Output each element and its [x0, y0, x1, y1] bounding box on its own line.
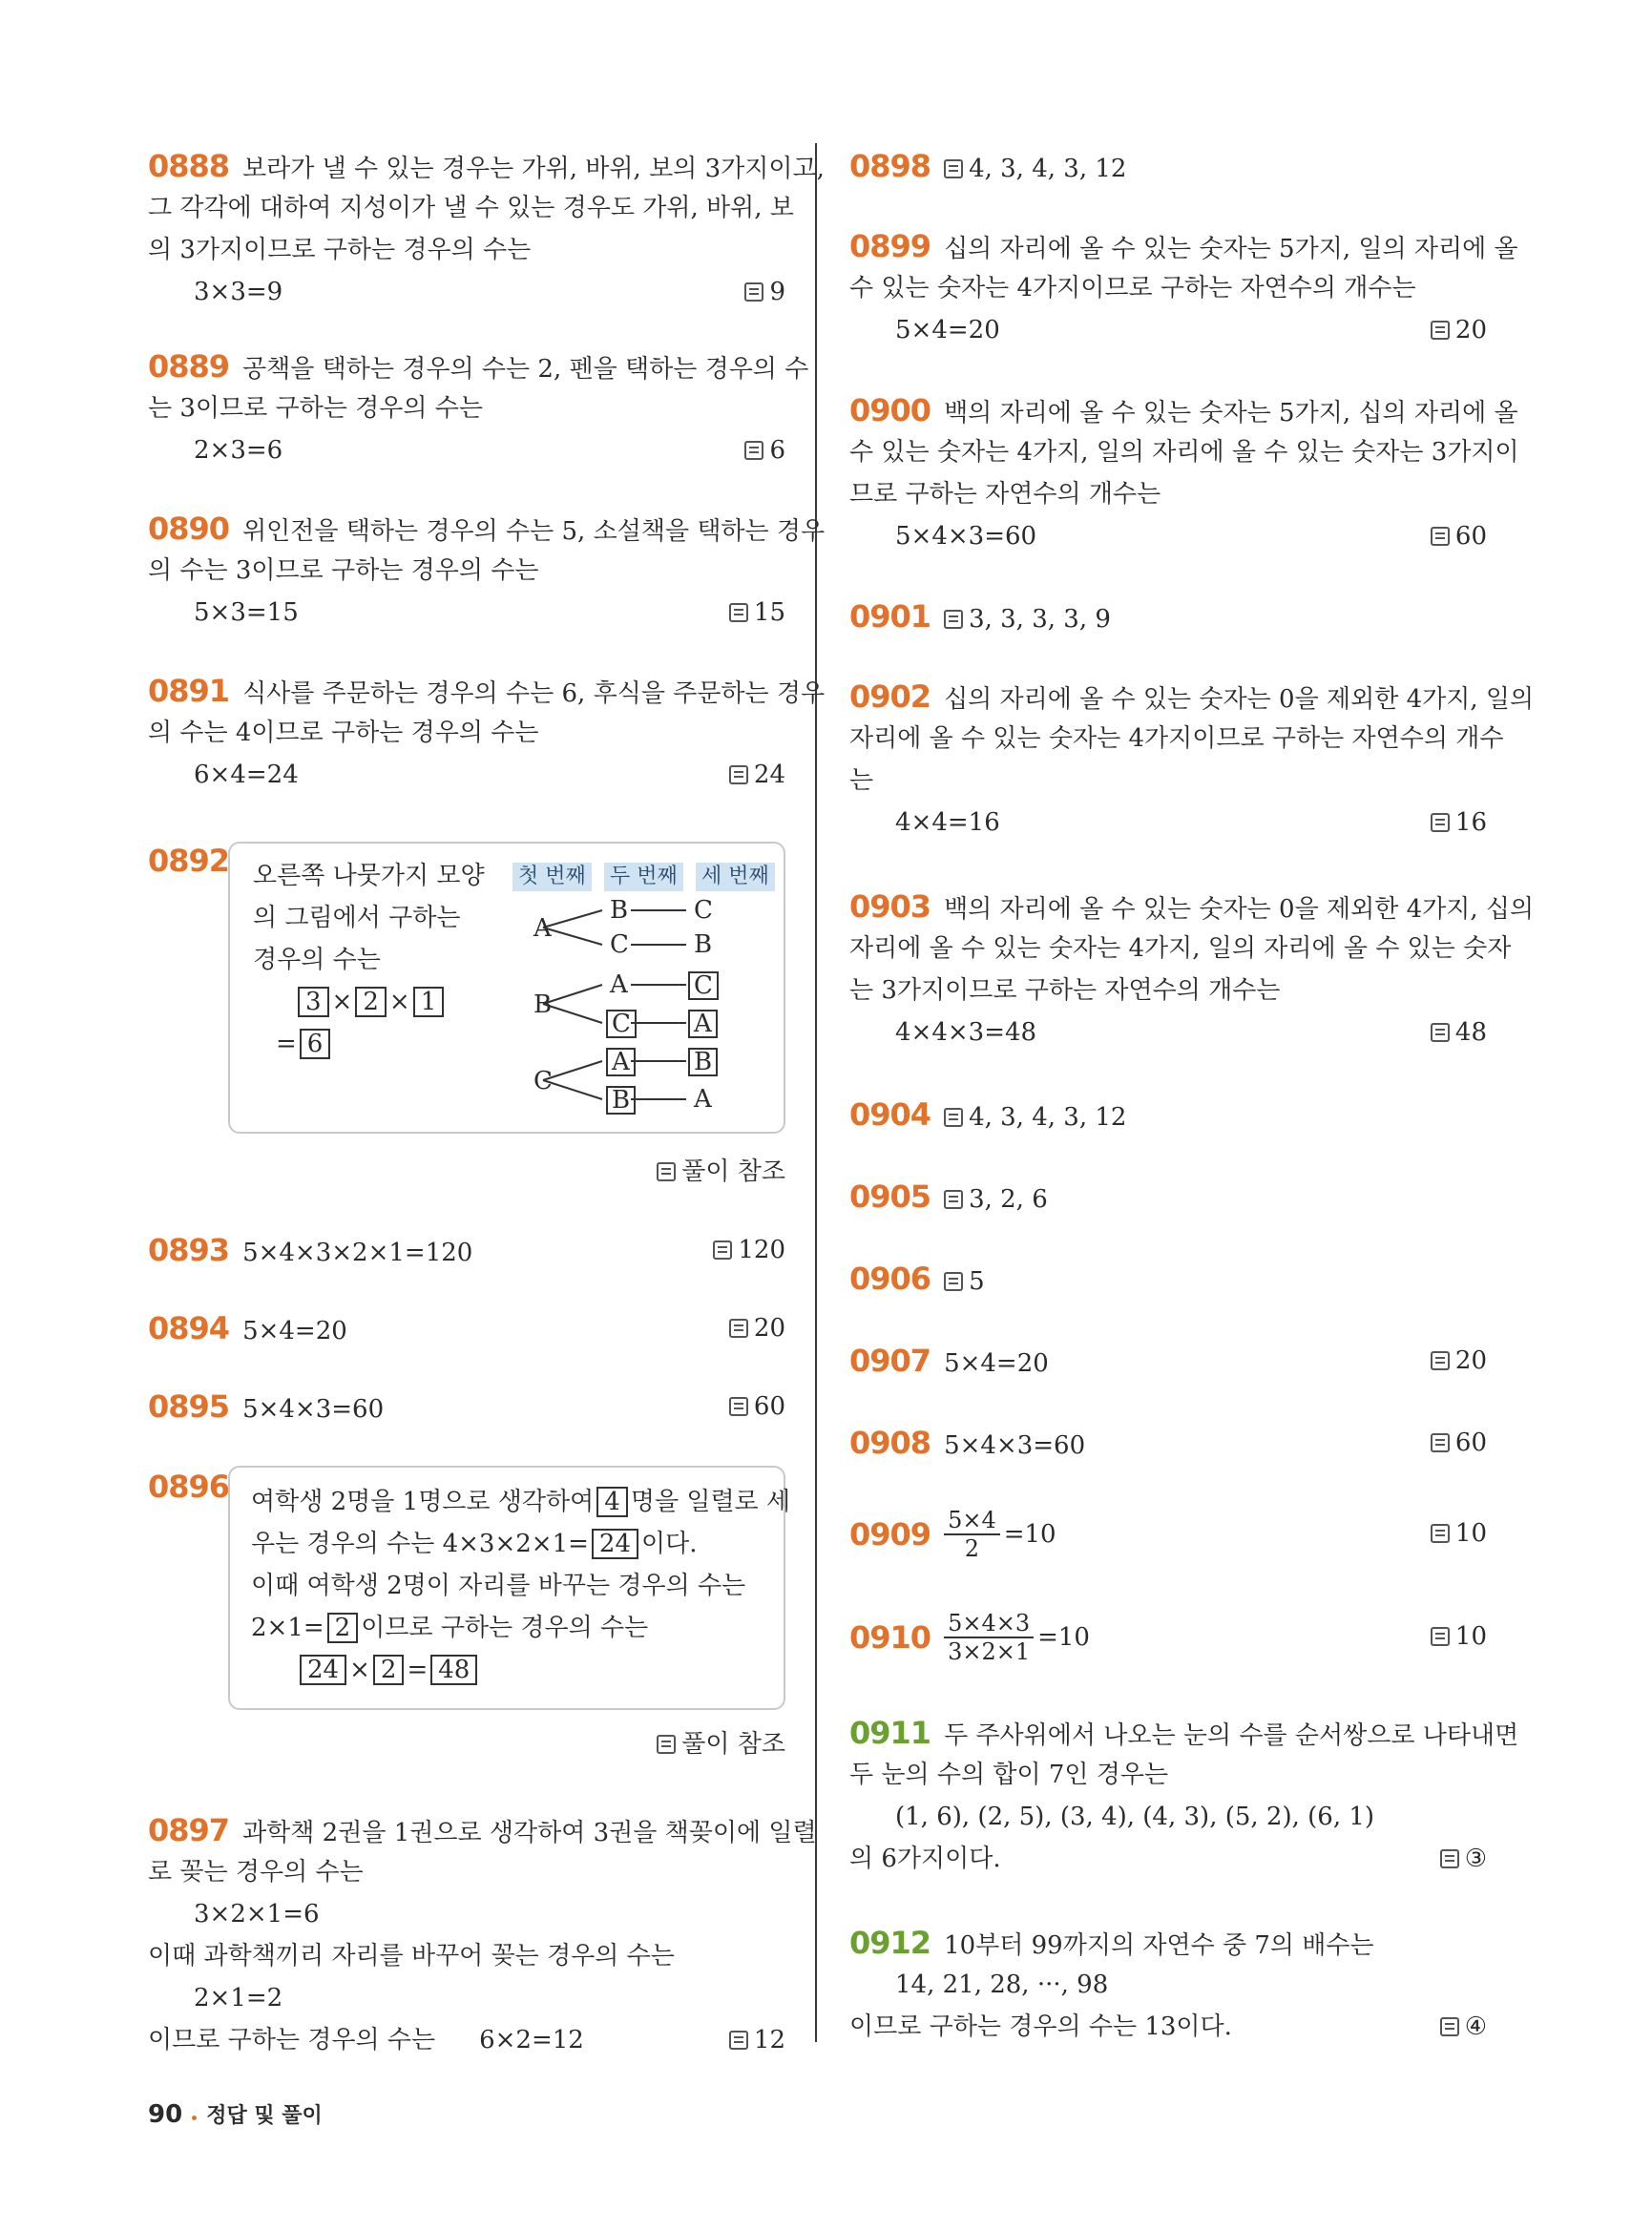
blank-box: 6 — [300, 1029, 331, 1059]
problem-number: 0889 — [148, 348, 230, 385]
column-divider — [815, 143, 817, 2042]
answer: ③ — [1440, 1838, 1487, 1880]
solution-text: 의 3가지이므로 구하는 경우의 수는 — [148, 236, 532, 264]
problem-0900 — [849, 389, 1519, 557]
tree-header: 세 번째 — [696, 863, 775, 891]
solution-text: 두 눈의 수의 합이 7인 경우는 — [849, 1761, 1169, 1789]
answer: 10 — [1431, 1603, 1487, 1670]
tree-header: 두 번째 — [604, 863, 683, 891]
problem-number: 0912 — [849, 1925, 931, 1961]
solution-text: 백의 자리에 올 수 있는 숫자는 0을 제외한 4가지, 십의 — [944, 895, 1535, 924]
answer-icon — [944, 1190, 963, 1209]
answer-icon — [1431, 1524, 1450, 1543]
problem-0904 — [849, 1094, 1487, 1136]
answer-icon — [1431, 1023, 1450, 1042]
answer: 20 — [1431, 309, 1487, 351]
tree-diagram-panel: 오른쪽 나뭇가지 모양 의 그림에서 구하는 경우의 수는 3 × 2 × 1 = 6 첫 번째 두 번째 세 번째 A B C C B B A C C A C A B B A — [228, 842, 785, 1134]
solution-text: 이므로 구하는 경우의 수는 — [148, 2026, 436, 2054]
calculation: 6×4=24 — [194, 761, 299, 789]
problem-0889 — [148, 345, 809, 471]
blank-box: 48 — [430, 1655, 477, 1685]
solution-text: 수 있는 숫자는 4가지, 일의 자리에 올 수 있는 숫자는 3가지이 — [849, 438, 1519, 467]
fraction: $\frac{5\times 4\times 3}{3\times 2\times 1}$ — [944, 1610, 1034, 1665]
answer: 5 — [969, 1267, 985, 1296]
calculation: 3×2×1=6 — [194, 1900, 320, 1929]
blank-box: 2 — [355, 987, 387, 1017]
answer-icon — [944, 1272, 963, 1291]
problem-0907 — [849, 1340, 1487, 1382]
answer-icon — [729, 1397, 748, 1416]
problem-number: 0906 — [849, 1261, 931, 1297]
tree-node: A — [610, 970, 628, 999]
blank-box: C — [688, 971, 719, 1000]
calculation: 4×4×3=48 — [895, 1018, 1037, 1047]
answer: 60 — [1431, 1422, 1487, 1464]
problem-0909: 0909 $\frac{5\times 4}{2}$ =10 10 — [849, 1500, 1487, 1567]
problem-number: 0907 — [849, 1343, 931, 1379]
tree-node: A — [533, 914, 552, 943]
problem-0905 — [849, 1176, 1487, 1218]
solution-text: 이때 과학책끼리 자리를 바꾸어 꽂는 경우의 수는 — [148, 1942, 675, 1970]
answer-icon — [713, 1241, 732, 1260]
solution-text: 는 — [849, 766, 874, 795]
problem-number: 0890 — [148, 511, 230, 547]
answer-icon — [1431, 813, 1450, 832]
problem-0891 — [148, 670, 826, 796]
solution-text: 의 수는 4이므로 구하는 경우의 수는 — [148, 719, 539, 747]
tree-header: 첫 번째 — [512, 863, 592, 891]
answer-icon — [729, 1319, 748, 1338]
solution-text: 공책을 택하는 경우의 수는 2, 펜을 택하는 경우의 수 — [242, 355, 809, 384]
answer-icon — [1431, 1627, 1450, 1646]
problem-number: 0903 — [849, 888, 931, 925]
problem-0897 — [148, 1809, 817, 2061]
solution-text: 십의 자리에 올 수 있는 숫자는 0을 제외한 4가지, 일의 — [944, 685, 1535, 714]
problem-number: 0895 — [148, 1388, 230, 1425]
solution-text: 이므로 구하는 경우의 수는 13이다. — [849, 2012, 1232, 2041]
problem-0899 — [849, 225, 1518, 351]
calculation: 5×4×3=60 — [944, 1431, 1086, 1460]
solution-text: 로 꽂는 경우의 수는 — [148, 1858, 364, 1887]
solution-text: 과학책 2권을 1권으로 생각하여 3권을 책꽂이에 일렬 — [242, 1819, 817, 1847]
blank-box: A — [606, 1048, 636, 1076]
calculation: 5×4×3×2×1=120 — [242, 1239, 473, 1267]
solution-text: 경우의 수는 — [253, 946, 381, 974]
calculation: 4×4=16 — [895, 808, 1000, 837]
solution-text: 므로 구하는 자연수의 개수는 — [849, 480, 1161, 509]
blank-box: 24 — [592, 1529, 638, 1559]
answer: 60 — [729, 1386, 785, 1428]
problem-number: 0901 — [849, 598, 931, 635]
tree-node: A — [694, 1085, 712, 1114]
answer-icon — [1431, 1433, 1450, 1452]
answer: 24 — [729, 754, 785, 796]
blank-box: 24 — [300, 1655, 346, 1685]
problem-0888 — [148, 145, 825, 313]
calculation: 5×4=20 — [895, 316, 1000, 344]
problem-number: 0894 — [148, 1310, 230, 1346]
answer: 15 — [729, 592, 785, 634]
answer-icon — [729, 603, 748, 622]
answer: 9 — [744, 271, 785, 313]
problem-number: 0909 — [849, 1516, 931, 1553]
blank-box: A — [688, 1010, 718, 1038]
answer: 20 — [1431, 1340, 1487, 1382]
answer: 4, 3, 4, 3, 12 — [969, 1103, 1127, 1132]
separator-dot — [192, 2116, 197, 2120]
tree-node: C — [694, 896, 713, 925]
answer: ④ — [1440, 2006, 1487, 2048]
tree-node: B — [610, 896, 629, 925]
answer: 48 — [1431, 1011, 1487, 1053]
problem-0906 — [849, 1258, 1487, 1300]
solution-text: 의 6가지이다. — [849, 1845, 1001, 1873]
problem-number: 0899 — [849, 228, 931, 264]
problem-number: 0904 — [849, 1096, 931, 1133]
problem-number: 0897 — [148, 1812, 230, 1848]
solution-text: 수 있는 숫자는 4가지이므로 구하는 자연수의 개수는 — [849, 274, 1416, 302]
answer-icon — [944, 159, 963, 178]
answer: 20 — [729, 1307, 785, 1349]
calculation: 5×3=15 — [194, 598, 299, 627]
calculation: 3×3=9 — [194, 278, 283, 306]
answer-icon — [729, 2031, 748, 2050]
answer: 10 — [1431, 1500, 1487, 1567]
solution-text: 의 수는 3이므로 구하는 경우의 수는 — [148, 556, 539, 585]
answer-icon — [1440, 1849, 1459, 1868]
blank-box: 3 — [298, 987, 329, 1017]
answer: 6 — [744, 429, 785, 471]
page-number: 90 — [148, 2100, 183, 2129]
calculation: 5×4=20 — [242, 1317, 347, 1345]
solution-panel: 여학생 2명을 1명으로 생각하여 4 명을 일렬로 세 우는 경우의 수는 4×3×2×1= 24 이다. 이때 여학생 2명이 자리를 바꾸는 경우의 수는 2×1= 2 이므로 구하는 경우의 수는 24 × 2 = 48 — [228, 1466, 785, 1710]
calculation: 6×2=12 — [479, 2026, 584, 2054]
solution-text: 보라가 낼 수 있는 경우는 가위, 바위, 보의 3가지이고, — [242, 155, 825, 183]
solution-text: 백의 자리에 올 수 있는 숫자는 5가지, 십의 자리에 올 — [944, 399, 1518, 427]
answer: 풀이 참조 — [657, 1725, 785, 1763]
answer: 12 — [729, 2019, 785, 2061]
answer-icon — [1440, 2017, 1459, 2036]
answer-icon — [1431, 321, 1450, 340]
answer-icon — [1431, 527, 1450, 546]
blank-box: 2 — [373, 1655, 405, 1685]
blank-box: 1 — [413, 987, 445, 1017]
blank-box: B — [688, 1048, 718, 1076]
calculation: 2×1=2 — [194, 1984, 283, 2012]
problem-number: 0910 — [849, 1619, 931, 1656]
problem-0894 — [148, 1307, 785, 1349]
solution-text: 자리에 올 수 있는 숫자는 4가지이므로 구하는 자연수의 개수 — [849, 724, 1504, 753]
tree-node: C — [533, 1067, 553, 1095]
problem-0893 — [148, 1229, 785, 1271]
answer-icon — [729, 765, 748, 784]
calculation: (1, 6), (2, 5), (3, 4), (4, 3), (5, 2), (6, 1) — [895, 1803, 1375, 1831]
fraction: $\frac{5\times 4}{2}$ — [944, 1507, 1000, 1562]
calculation: 5×4×3=60 — [895, 522, 1037, 551]
answer: 16 — [1431, 802, 1487, 844]
problem-number: 0891 — [148, 673, 230, 709]
solution-text: 위인전을 택하는 경우의 수는 5, 소설책을 택하는 경우 — [242, 517, 826, 546]
problem-number: 0900 — [849, 392, 931, 428]
problem-0898 — [849, 145, 1487, 187]
problem-0903 — [849, 886, 1535, 1053]
problem-number: 0902 — [849, 678, 931, 715]
problem-0911 — [849, 1712, 1519, 1880]
problem-0895 — [148, 1386, 785, 1428]
problem-number: 0911 — [849, 1715, 931, 1751]
problem-number: 0888 — [148, 148, 230, 184]
tree-node: B — [533, 990, 553, 1019]
problem-0901 — [849, 595, 1487, 637]
solution-text: 10부터 99까지의 자연수 중 7의 배수는 — [944, 1931, 1374, 1960]
answer-icon — [944, 610, 963, 629]
answer-icon — [657, 1162, 676, 1181]
tree-node: C — [610, 930, 629, 959]
solution-text: 오른쪽 나뭇가지 모양 — [253, 862, 485, 890]
calculation: 5×4=20 — [944, 1349, 1049, 1378]
solution-text: 자리에 올 수 있는 숫자는 4가지, 일의 자리에 올 수 있는 숫자 — [849, 934, 1512, 963]
problem-number: 0896 — [148, 1469, 230, 1505]
answer: 3, 3, 3, 3, 9 — [969, 605, 1111, 634]
answer-icon — [657, 1735, 676, 1754]
page-footer — [148, 2099, 323, 2129]
answer: 60 — [1431, 515, 1487, 557]
answer: 풀이 참조 — [657, 1153, 785, 1191]
problem-0890 — [148, 508, 826, 634]
problem-0902 — [849, 676, 1535, 844]
problem-number: 0898 — [849, 148, 931, 184]
solution-text: 는 3이므로 구하는 경우의 수는 — [148, 394, 483, 423]
answer: 3, 2, 6 — [969, 1185, 1048, 1214]
answer-icon — [744, 441, 763, 460]
blank-box: C — [606, 1010, 637, 1038]
problem-number: 0893 — [148, 1232, 230, 1268]
blank-box: B — [606, 1086, 636, 1115]
calculation: 2×3=6 — [194, 436, 283, 465]
answer-icon — [944, 1108, 963, 1127]
problem-number: 0905 — [849, 1178, 931, 1215]
answer: 4, 3, 4, 3, 12 — [969, 155, 1127, 183]
calculation: 14, 21, 28, ···, 98 — [895, 1970, 1109, 1999]
solution-text: 두 주사위에서 나오는 눈의 수를 순서쌍으로 나타내면 — [944, 1721, 1519, 1750]
problem-0910: 0910 $\frac{5\times 4\times 3}{3\times 2\times 1}$ =10 10 — [849, 1603, 1487, 1670]
answer: 120 — [713, 1229, 785, 1271]
problem-number: 0892 — [148, 843, 230, 879]
solution-text: 그 각각에 대하여 지성이가 낼 수 있는 경우도 가위, 바위, 보 — [148, 194, 794, 222]
solution-text: 는 3가지이므로 구하는 자연수의 개수는 — [849, 976, 1281, 1005]
answer-icon — [1431, 1351, 1450, 1370]
tree-node: B — [694, 930, 713, 959]
problem-0896 — [148, 1466, 791, 1781]
calculation: 5×4×3=60 — [242, 1395, 385, 1424]
solution-text: 십의 자리에 올 수 있는 숫자는 5가지, 일의 자리에 올 — [944, 235, 1518, 263]
solution-text: 의 그림에서 구하는 — [253, 904, 461, 932]
problem-0908 — [849, 1422, 1487, 1464]
problem-0912 — [849, 1922, 1487, 2048]
blank-box: 4 — [596, 1487, 628, 1517]
blank-box: 2 — [327, 1613, 359, 1643]
answer-icon — [744, 282, 763, 302]
problem-number: 0908 — [849, 1425, 931, 1461]
footer-title: 정답 및 풀이 — [206, 2104, 323, 2128]
solution-text: 식사를 주문하는 경우의 수는 6, 후식을 주문하는 경우 — [242, 679, 826, 708]
